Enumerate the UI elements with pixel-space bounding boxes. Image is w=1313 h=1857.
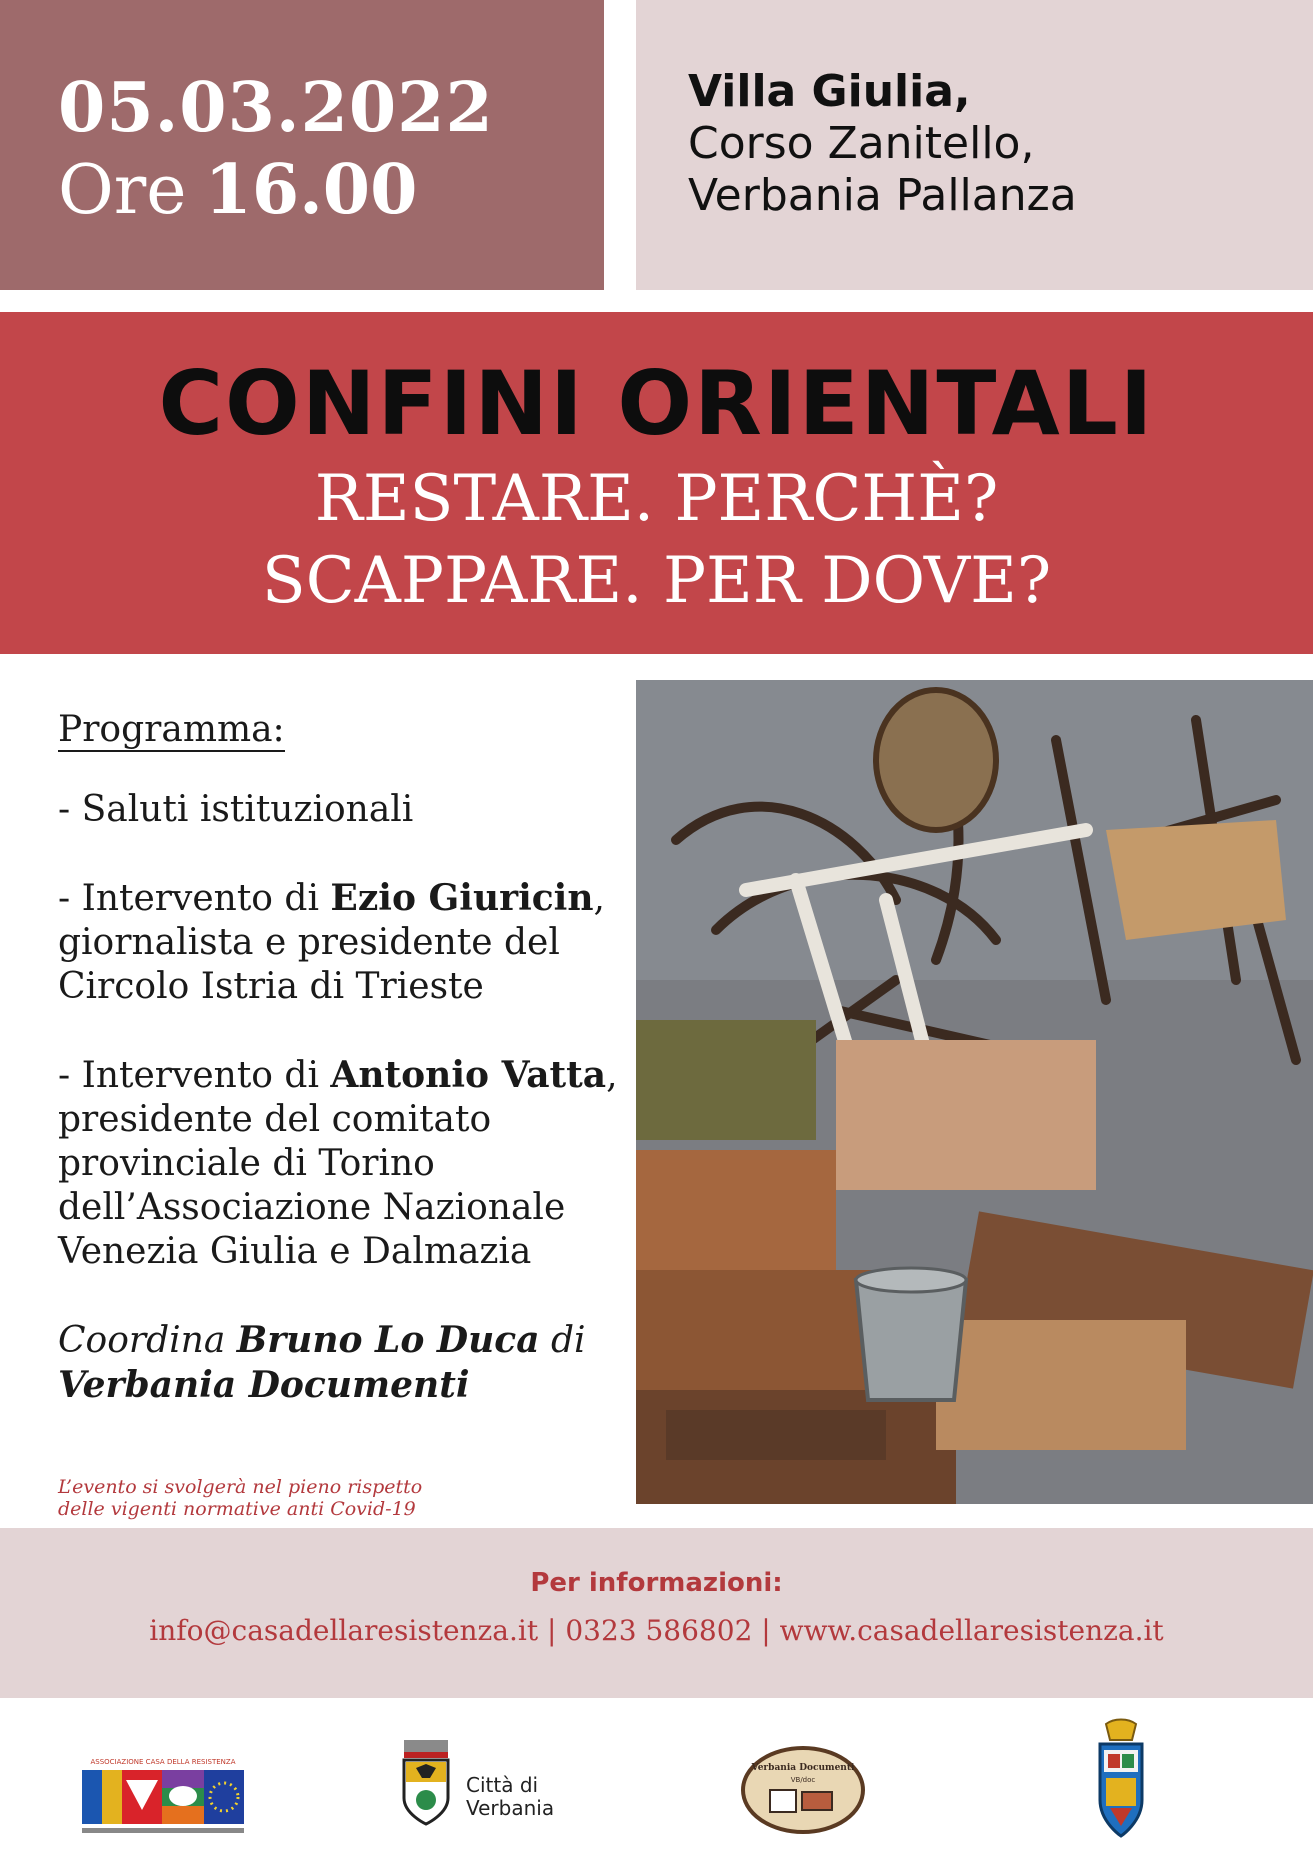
- program-coordinator: [58, 1318, 618, 1408]
- time-label: Ore: [58, 151, 187, 230]
- covid-note-line: delle vigenti normative anti Covid-19: [58, 1498, 416, 1520]
- coord-prefix: Coordina: [58, 1320, 237, 1361]
- title-band: [0, 312, 1313, 654]
- program-item-vatta: [58, 1053, 618, 1274]
- coordinator-org: Verbania Documenti: [58, 1364, 470, 1406]
- verbania-coat-of-arms-icon: [398, 1738, 454, 1830]
- covid-note-line: L’evento si svolgerà nel pieno rispetto: [58, 1476, 423, 1498]
- info-label: Per informazioni:: [530, 1568, 783, 1598]
- verbania-documenti-logo: [740, 1746, 866, 1834]
- provincia-logo: [1086, 1718, 1156, 1846]
- item-prefix: - Intervento di: [58, 878, 331, 919]
- logos-row: [0, 1698, 1313, 1857]
- info-band: [0, 1528, 1313, 1698]
- program-heading: Programma:: [58, 709, 285, 750]
- program-item-giuricin: [58, 876, 618, 1009]
- speaker-name: Ezio Giuricin: [330, 877, 594, 919]
- event-subtitle-2: SCAPPARE. PER DOVE?: [261, 544, 1052, 618]
- covid-note: [58, 1476, 422, 1520]
- photo-illustration: [636, 680, 1313, 1504]
- photo-chairs-suitcases: [636, 680, 1313, 1504]
- citta-verbania-logo: [398, 1738, 578, 1830]
- event-date: 05.03.2022: [58, 68, 494, 148]
- venue-box: [636, 0, 1313, 290]
- vbdoc-logo-short: VB/doc: [790, 1776, 816, 1784]
- time-value: 16.00: [204, 150, 418, 230]
- citta-verbania-text: [466, 1774, 554, 1820]
- program-section: [58, 708, 618, 1408]
- coord-mid: di: [539, 1320, 586, 1361]
- speaker-name: Antonio Vatta: [330, 1054, 607, 1096]
- casa-resistenza-emblem: [82, 1754, 244, 1842]
- venue-street: Corso Zanitello,: [688, 118, 1035, 169]
- casa-resistenza-logo: [82, 1754, 244, 1842]
- venue-name: Villa Giulia,: [688, 66, 971, 117]
- item-prefix: - Intervento di: [58, 1055, 331, 1096]
- provincia-coat-of-arms-icon: [1086, 1718, 1156, 1846]
- date-box: [0, 0, 604, 290]
- event-time: [58, 150, 417, 230]
- program-item-greetings: - Saluti istituzionali: [58, 789, 414, 830]
- coordinator-name: Bruno Lo Duca: [236, 1319, 540, 1361]
- info-contacts[interactable]: info@casadellaresistenza.it | 0323 586802 | www.casadellaresistenza.it: [149, 1614, 1164, 1647]
- verbania-documenti-emblem: [740, 1746, 866, 1834]
- casa-logo-text: ASSOCIAZIONE CASA DELLA RESISTENZA: [90, 1758, 236, 1766]
- speaker-description: , giornalista e presidente del Circolo Istria di Trieste: [58, 878, 605, 1007]
- citta-line: Verbania: [466, 1796, 555, 1820]
- event-title: CONFINI ORIENTALI: [158, 352, 1155, 455]
- vbdoc-logo-text: Verbania Documenti: [751, 1763, 855, 1773]
- speaker-description: , presidente del comitato provinciale di Torino dell’Associazione Nazionale Venezia Giulia e Dalmazia: [58, 1055, 618, 1272]
- venue-city: Verbania Pallanza: [688, 170, 1077, 221]
- event-subtitle-1: RESTARE. PERCHÈ?: [314, 462, 999, 536]
- citta-line: Città di: [466, 1773, 539, 1797]
